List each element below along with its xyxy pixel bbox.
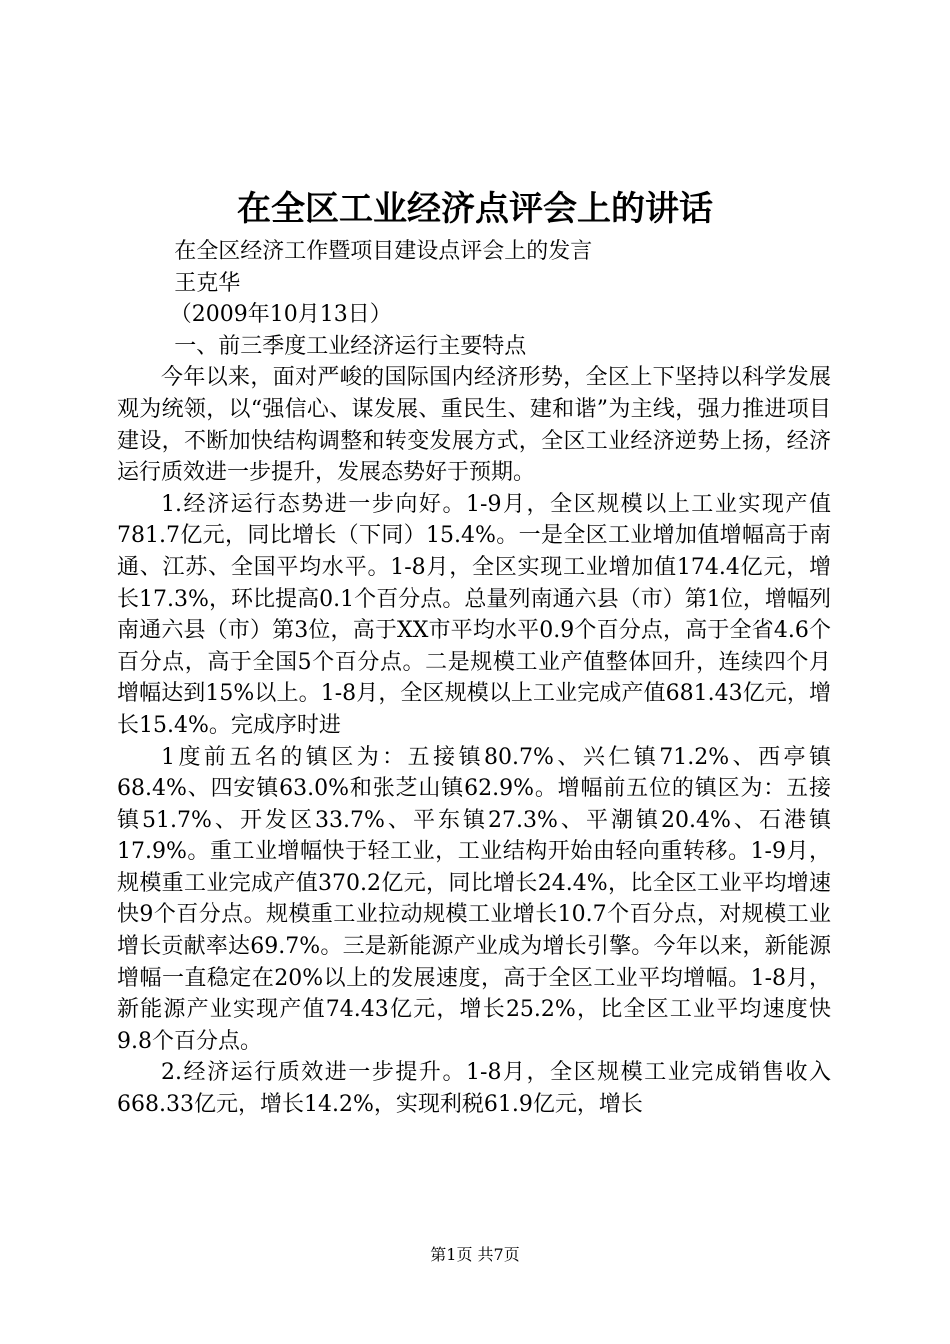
section-heading: 一、前三季度工业经济运行主要特点 xyxy=(174,333,527,359)
page-number-footer: 第1页 共7页 xyxy=(430,1245,520,1264)
paragraph: 2.经济运行质效进一步提升。1-8月，全区规模工业完成销售收入668.33亿元，增长14.2%，实现利税61.9亿元，增长 xyxy=(117,1060,831,1118)
date-line: （2009年10月13日） xyxy=(169,302,392,328)
paragraph: 今年以来，面对严峻的国际国内经济形势，全区上下坚持以科学发展观为统领，以“强信心、谋发展、重民生、建和谐”为主线，强力推进项目建设，不断加快结构调整和转变发展方式，全区工业经济逆势上扬，经济运行质效进一步提升，发展态势好于预期。 xyxy=(117,365,831,486)
author-line: 王克华 xyxy=(174,270,241,296)
document-title: 在全区工业经济点评会上的讲话 xyxy=(237,189,713,229)
paragraph: 1度前五名的镇区为：五接镇80.7%、兴仁镇71.2%、西亭镇68.4%、四安镇63.0%和张芝山镇62.9%。增幅前五位的镇区为：五接镇51.7%、开发区33.7%、平东镇27.3%、平潮镇20.4%、石港镇17.9%。重工业增幅快于轻工业，工业结构开始由轻向重转移。1-9月，规模重工业完成产值370.2亿元，同比增长24.4%，比全区工业平均增速快9个百分点。规模重工业拉动规模工业增长10.7个百分点，对规模工业增长贡献率达69.7%。三是新能源产业成为增长引擎。今年以来，新能源增幅一直稳定在20%以上的发展速度，高于全区工业平均增幅。1-8月，新能源产业实现产值74.43亿元，增长25.2%，比全区工业平均速度快9.8个百分点。 xyxy=(117,744,831,1054)
document-body xyxy=(117,236,831,1121)
subtitle-line: 在全区经济工作暨项目建设点评会上的发言 xyxy=(174,239,593,264)
paragraph: 1.经济运行态势进一步向好。1-9月，全区规模以上工业实现产值781.7亿元，同比增长（下同）15.4%。一是全区工业增加值增幅高于南通、江苏、全国平均水平。1-8月，全区实现工业增加值174.4亿元，增长17.3%，环比提高0.1个百分点。总量列南通六县（市）第1位，增幅列南通六县（市）第3位，高于XX市平均水平0.9个百分点，高于全省4.6个百分点，高于全国5个百分点。二是规模工业产值整体回升，连续四个月增幅达到15%以上。1-8月，全区规模以上工业完成产值681.43亿元，增长15.4%。完成序时进 xyxy=(117,491,831,738)
